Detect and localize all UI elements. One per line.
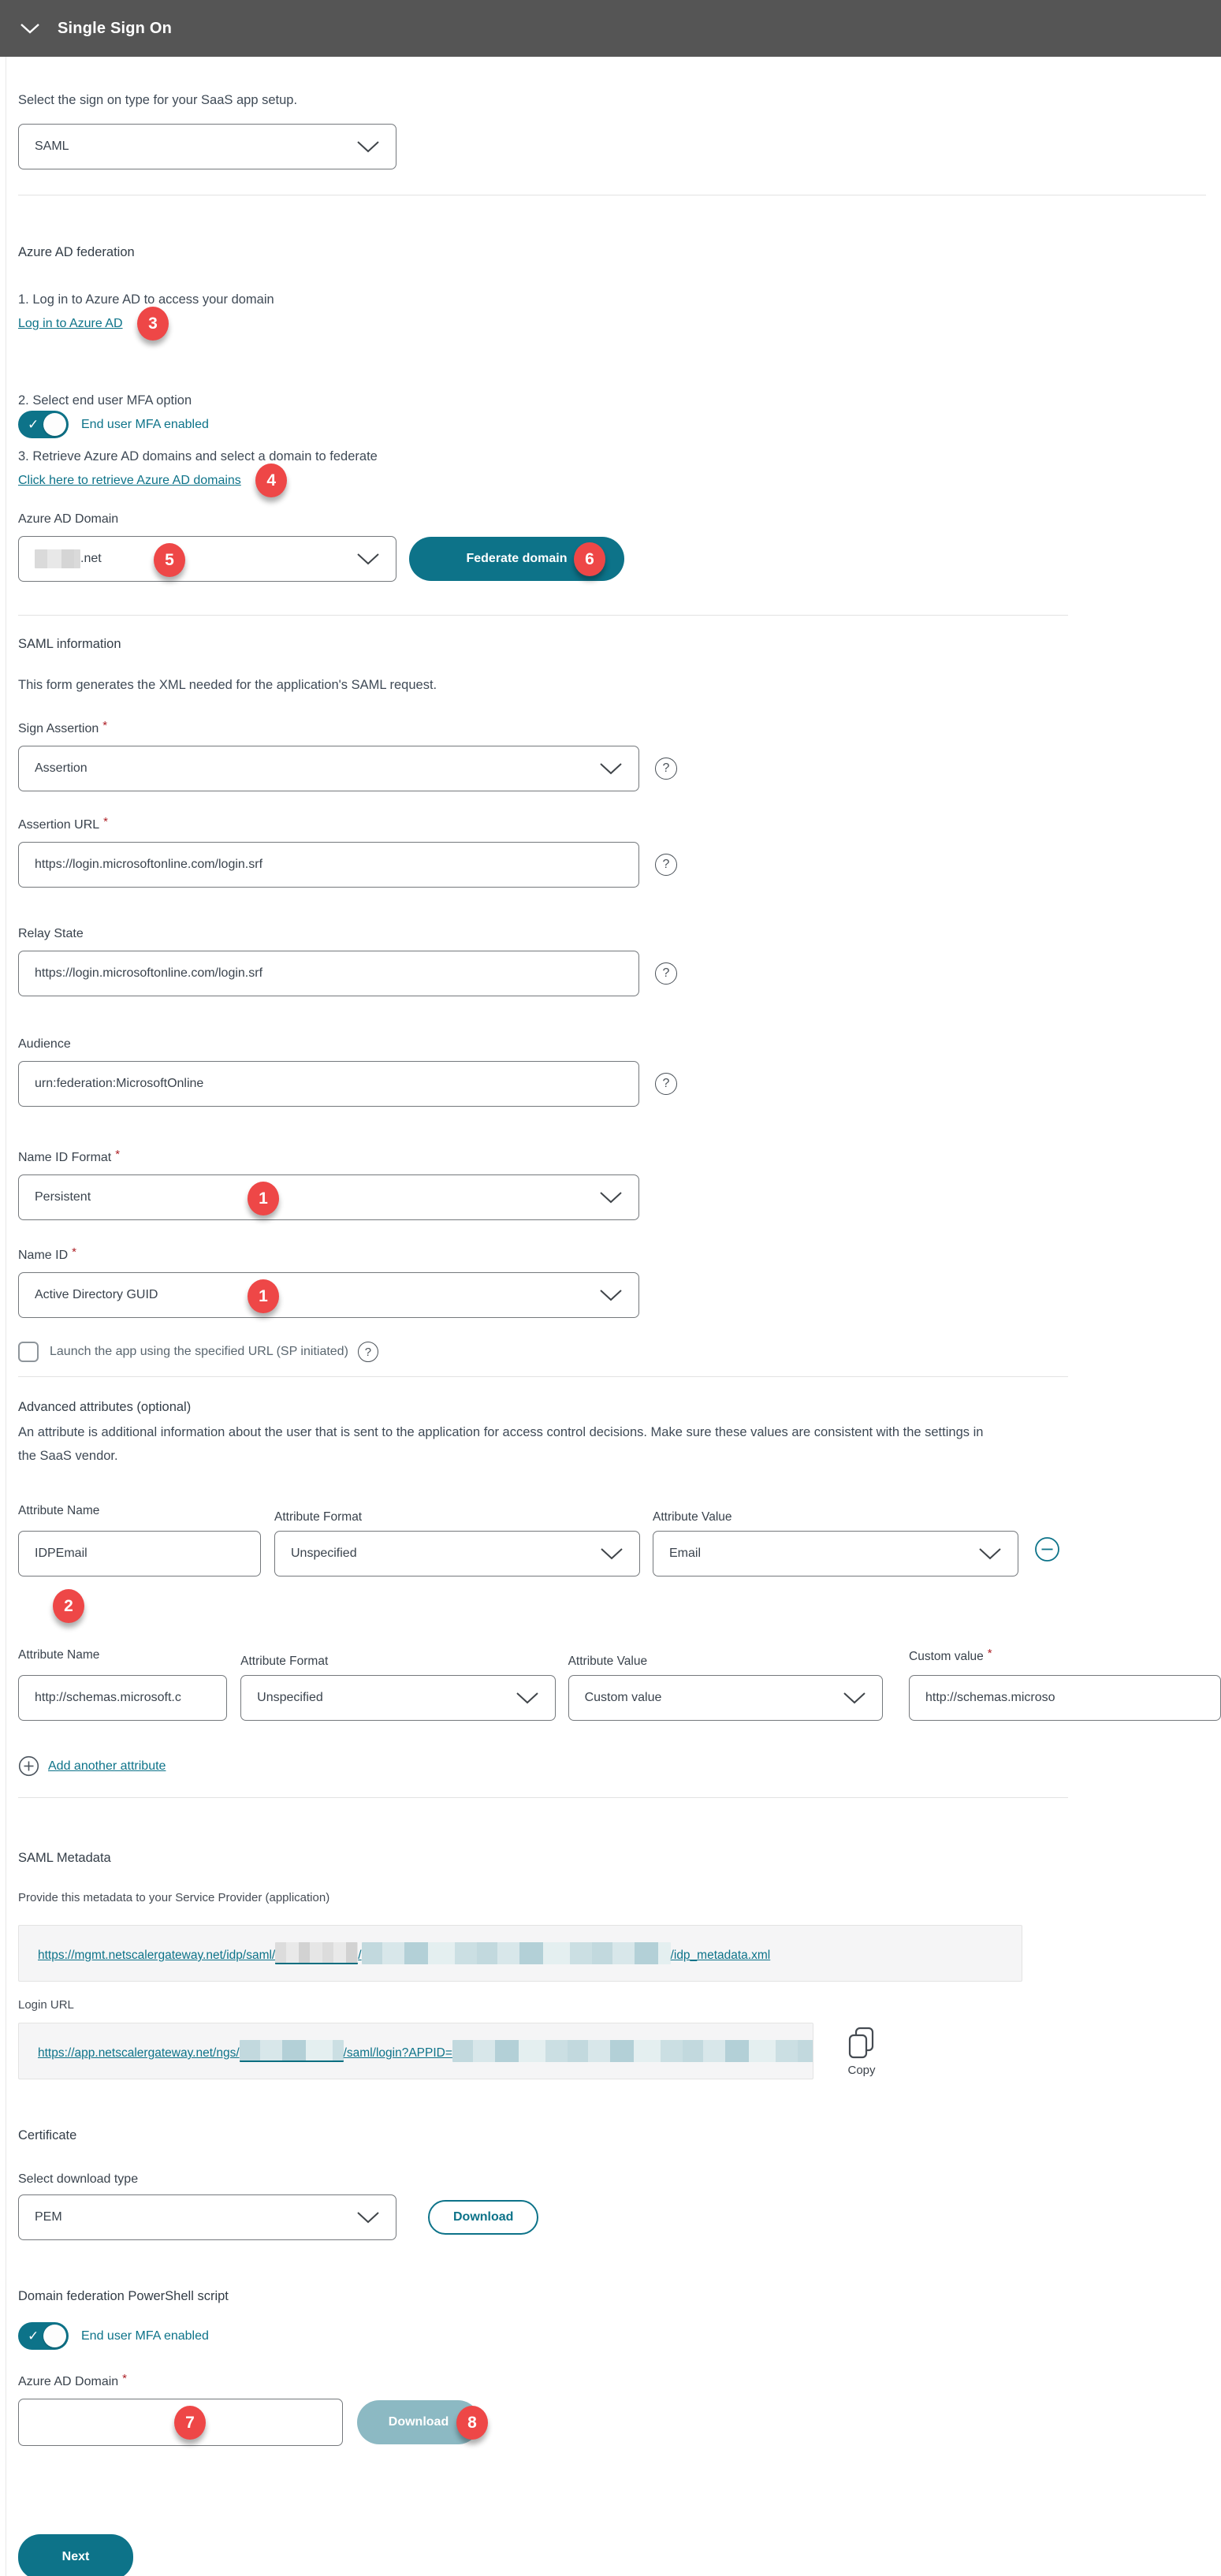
assertion-url-label: Assertion URL * <box>18 815 108 832</box>
chevron-down-icon <box>516 1692 539 1704</box>
chevron-down-icon <box>599 762 623 775</box>
required-asterisk: * <box>987 1647 992 1660</box>
name-id-label: Name ID * <box>18 1245 76 1262</box>
chevron-down-icon <box>978 1547 1002 1560</box>
ps-domain-label: Azure AD Domain * <box>18 2372 128 2388</box>
mfa-toggle[interactable] <box>18 411 69 438</box>
chevron-down-icon <box>356 2211 380 2224</box>
attribute-format-label: Attribute Format <box>274 1510 363 1524</box>
ps-download-button[interactable]: Download <box>357 2400 480 2444</box>
azure-domain-label: Azure AD Domain <box>18 512 119 526</box>
saml-information-heading: SAML information <box>18 637 121 651</box>
help-icon[interactable]: ? <box>655 758 677 780</box>
mfa-toggle-label: End user MFA enabled <box>81 417 209 431</box>
callout-badge-1b: 1 <box>248 1279 279 1313</box>
custom-value-input[interactable] <box>909 1675 1221 1721</box>
attribute-format-label: Attribute Format <box>240 1655 329 1668</box>
chevron-down-icon <box>599 1289 623 1301</box>
next-button[interactable]: Next <box>18 2534 133 2576</box>
remove-attribute-icon[interactable] <box>1034 1536 1060 1566</box>
divider <box>18 615 1068 616</box>
login-url-box <box>18 2023 813 2079</box>
attribute-name-input[interactable] <box>18 1531 261 1576</box>
federate-domain-button[interactable]: Federate domain 6 <box>409 537 624 581</box>
attribute-format-select[interactable]: Unspecified <box>240 1675 555 1721</box>
divider <box>18 1376 1068 1377</box>
download-type-select[interactable]: PEM <box>18 2194 396 2240</box>
plus-circle-icon[interactable] <box>18 1755 39 1777</box>
certificate-download-button[interactable]: Download <box>428 2200 538 2235</box>
attribute-format-select[interactable]: Unspecified <box>274 1531 640 1576</box>
toggle-knob <box>43 413 66 436</box>
copy-button[interactable] <box>847 2026 877 2077</box>
metadata-url-box <box>18 1925 1022 1982</box>
sso-type-select[interactable] <box>18 124 396 169</box>
callout-badge-8: 8 <box>456 2406 488 2440</box>
required-asterisk: * <box>115 1148 121 1161</box>
retrieve-link-row <box>18 471 1221 490</box>
saml-information-description: This form generates the XML needed for the application's SAML request. <box>18 678 437 692</box>
sp-initiated-row <box>18 1342 1221 1362</box>
sign-assertion-row <box>18 746 1221 791</box>
chevron-down-icon <box>600 1547 624 1560</box>
metadata-url-link[interactable]: https://mgmt.netscalergateway.net/idp/saml/ / /idp_metadata.xml <box>38 1942 770 1964</box>
ps-domain-row <box>18 2399 1221 2446</box>
azure-domain-select[interactable] <box>18 536 396 582</box>
audience-row <box>18 1061 1221 1107</box>
retrieve-domains-link[interactable]: Click here to retrieve Azure AD domains <box>18 474 241 487</box>
attribute-value-label: Attribute Value <box>568 1655 648 1668</box>
assertion-url-input[interactable] <box>18 842 639 888</box>
assertion-url-row <box>18 842 1221 888</box>
callout-badge-6: 6 <box>574 542 605 576</box>
section-header[interactable] <box>0 0 1221 57</box>
name-id-format-select[interactable]: Persistent 1 <box>18 1174 639 1220</box>
attribute-name-label: Attribute Name <box>18 1648 100 1662</box>
required-asterisk: * <box>103 815 108 828</box>
login-url-label: Login URL <box>18 1998 74 2012</box>
audience-input[interactable] <box>18 1061 639 1107</box>
attribute-value-select[interactable]: Custom value <box>568 1675 883 1721</box>
relay-state-input[interactable] <box>18 951 639 996</box>
audience-label: Audience <box>18 1037 71 1051</box>
relay-state-row <box>18 951 1221 996</box>
sign-on-intro: Select the sign on type for your SaaS app setup. <box>18 93 298 107</box>
login-url-row <box>18 2023 1221 2079</box>
federation-step1-text: 1. Log in to Azure AD to access your domain <box>18 292 274 307</box>
saml-metadata-heading: SAML Metadata <box>18 1851 111 1865</box>
page-title: Single Sign On <box>58 19 173 37</box>
check-icon: ✓ <box>28 2328 39 2343</box>
chevron-down-icon <box>843 1692 866 1704</box>
login-url-link[interactable]: https://app.netscalergateway.net/ngs/ /saml/login?APPID= <box>38 2040 813 2062</box>
redacted-segment <box>452 2040 813 2062</box>
callout-badge-2: 2 <box>53 1589 84 1623</box>
login-link-row <box>18 315 1221 333</box>
sp-initiated-label: Launch the app using the specified URL (SP initiated) <box>50 1345 348 1358</box>
toggle-knob <box>43 2325 66 2347</box>
federation-step2-text: 2. Select end user MFA option <box>18 393 192 408</box>
attribute-value-label: Attribute Value <box>653 1510 732 1524</box>
download-type-label: Select download type <box>18 2172 139 2186</box>
certificate-row <box>18 2194 1221 2240</box>
callout-badge-5: 5 <box>154 543 185 577</box>
advanced-attributes-description: An attribute is additional information about the user that is sent to the application for access control decisions. Make sure these values are consistent with the settings in the SaaS vendor. <box>18 1425 984 1463</box>
redacted-segment <box>275 1942 358 1964</box>
required-asterisk: * <box>102 719 108 732</box>
redacted-segment <box>362 1942 671 1964</box>
redacted-segment <box>240 2040 344 2062</box>
azure-domain-row <box>18 536 1221 582</box>
certificate-heading: Certificate <box>18 2128 77 2142</box>
chevron-down-icon <box>599 1191 623 1204</box>
relay-state-label: Relay State <box>18 927 84 940</box>
check-icon: ✓ <box>28 416 39 432</box>
ps-mfa-toggle-label: End user MFA enabled <box>81 2328 209 2343</box>
chevron-down-icon <box>356 553 380 565</box>
sso-type-value: SAML <box>35 140 69 153</box>
help-icon[interactable]: ? <box>655 962 677 985</box>
sp-initiated-checkbox[interactable] <box>18 1342 39 1362</box>
name-id-select[interactable]: Active Directory GUID 1 <box>18 1272 639 1318</box>
divider <box>18 1797 1068 1798</box>
redacted-domain <box>35 549 80 568</box>
callout-badge-1: 1 <box>248 1182 279 1215</box>
attribute-name-input[interactable] <box>18 1675 227 1721</box>
help-icon[interactable]: ? <box>358 1342 378 1362</box>
advanced-attributes-heading: Advanced attributes (optional) <box>18 1400 192 1414</box>
attribute-name-label: Attribute Name <box>18 1504 100 1517</box>
attribute-value-select[interactable]: Email <box>653 1531 1018 1576</box>
federation-step3-text: 3. Retrieve Azure AD domains and select a domain to federate <box>18 449 378 463</box>
copy-icon <box>847 2026 877 2060</box>
attribute-row <box>18 1504 1221 1576</box>
ps-mfa-toggle[interactable] <box>18 2322 69 2350</box>
add-attribute-row <box>18 1755 1221 1777</box>
name-id-format-label: Name ID Format * <box>18 1148 121 1164</box>
callout-badge-4: 4 <box>255 463 287 497</box>
saml-metadata-description: Provide this metadata to your Service Provider (application) <box>18 1891 330 1904</box>
add-another-attribute-link[interactable]: Add another attribute <box>48 1759 166 1773</box>
sign-assertion-select[interactable]: Assertion <box>18 746 639 791</box>
required-asterisk: * <box>72 1245 76 1259</box>
copy-label: Copy <box>847 2063 876 2077</box>
sign-assertion-label: Sign Assertion * <box>18 719 108 735</box>
help-icon[interactable]: ? <box>655 1073 677 1095</box>
callout-badge-3: 3 <box>137 307 169 341</box>
attribute-row <box>18 1647 1221 1721</box>
login-azure-ad-link[interactable]: Log in to Azure AD <box>18 317 123 330</box>
collapse-chevron-icon[interactable] <box>20 23 40 34</box>
custom-value-label: Custom value * <box>909 1647 992 1663</box>
chevron-down-icon <box>356 140 380 153</box>
powershell-script-heading: Domain federation PowerShell script <box>18 2289 229 2303</box>
required-asterisk: * <box>122 2372 128 2385</box>
mfa-toggle-row <box>18 411 1221 438</box>
azure-federation-heading: Azure AD federation <box>18 245 135 259</box>
azure-domain-value: .net <box>35 549 102 568</box>
ps-mfa-toggle-row <box>18 2322 1221 2350</box>
help-icon[interactable]: ? <box>655 854 677 876</box>
callout-badge-7: 7 <box>174 2406 206 2440</box>
